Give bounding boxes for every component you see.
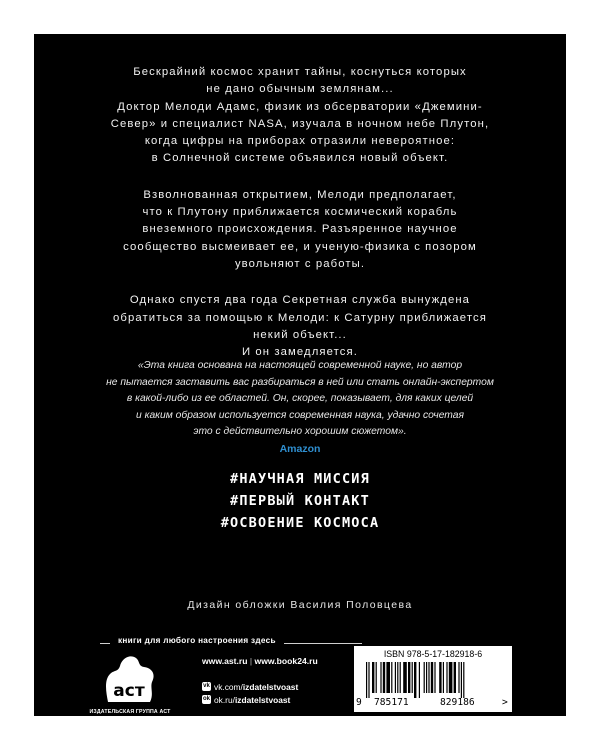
barcode-bar <box>391 662 392 693</box>
description-line: Однако спустя два года Секретная служба вынуждена <box>129 294 471 307</box>
isbn-number: ISBN 978-5-17-182918-6 <box>383 649 483 659</box>
barcode-digit-lead: 9 <box>356 697 362 708</box>
vk-icon: vk <box>203 683 210 689</box>
social-prefix: ok.ru/ <box>214 694 235 705</box>
description-line: Бескрайний космос хранит тайны, коснуться которых <box>133 66 467 78</box>
barcode-graphic <box>366 662 502 698</box>
barcode-block <box>354 646 512 712</box>
description-line: внеземного происхождения. Разъяренное научное <box>142 223 458 236</box>
description-paragraph-2 <box>34 187 566 273</box>
website-link-ast[interactable]: www.ast.ru <box>202 656 248 666</box>
barcode-bar <box>439 662 441 693</box>
barcode-bar <box>424 662 425 693</box>
description-line: сообщество высмеивает ее, и ученую-физика с позором <box>123 240 477 253</box>
description-line: обратиться за помощью к Мелоди: к Сатурну приближается <box>113 311 487 324</box>
description-line: в Солнечной системе объявился новый объект. <box>151 152 449 165</box>
book-description <box>34 64 566 380</box>
publisher-caption: ИЗДАТЕЛЬСКАЯ ГРУППА АСТ <box>89 709 171 715</box>
review-quote <box>34 358 566 458</box>
back-cover <box>34 34 566 716</box>
publisher-tagline: книги для любого настроения здесь <box>110 636 284 645</box>
barcode-bar <box>428 662 429 693</box>
publisher-websites <box>202 656 318 666</box>
description-line: увольняют с работы. <box>234 257 366 270</box>
review-line: и каким образом используется современная наука, удачно сочетая <box>136 409 464 421</box>
barcode-bar <box>463 662 464 698</box>
social-handle: izdatelstvoast <box>242 681 299 692</box>
barcode-bar <box>408 662 410 693</box>
barcode-digit-end: > <box>502 697 508 708</box>
social-link-ok[interactable] <box>202 693 298 706</box>
review-line: это с действительно хорошим сюжетом». <box>193 426 407 438</box>
description-line: не дано обычным землянам... <box>206 83 394 96</box>
barcode-bar <box>376 662 377 693</box>
barcode-bar <box>386 662 390 693</box>
description-line: Доктор Мелоди Адамс, физик из обсерватории «Джемини- <box>117 100 483 113</box>
website-separator: | <box>249 656 253 666</box>
barcode-digit-left: 785171 <box>374 697 409 708</box>
description-paragraph-1 <box>34 64 566 168</box>
social-link-vk[interactable] <box>202 680 298 693</box>
barcode-bar <box>458 662 459 693</box>
hashtags <box>34 468 566 534</box>
review-source: Amazon <box>279 442 321 455</box>
description-line: что к Плутону приближается космический корабль <box>142 206 458 219</box>
barcode-bar <box>397 662 398 693</box>
barcode-bar <box>372 662 374 693</box>
barcode-bar <box>426 662 427 693</box>
barcode-bar <box>380 662 381 693</box>
barcode-bar <box>383 662 385 693</box>
barcode-bar <box>414 662 416 698</box>
description-line: некий объект... <box>253 328 347 341</box>
review-line: не пытается заставить вас разбираться в ней или стать онлайн-экспертом <box>106 376 494 388</box>
social-handle: izdatelstvoast <box>234 694 291 705</box>
website-link-book24[interactable]: www.book24.ru <box>254 656 318 666</box>
barcode-bar <box>412 662 413 693</box>
hashtag: #ОСВОЕНИЕ КОСМОСА <box>220 515 380 531</box>
barcode-bar <box>419 662 420 698</box>
hashtag: #ПЕРВЫЙ КОНТАКТ <box>230 493 370 509</box>
barcode-bar <box>368 662 369 698</box>
barcode-bar <box>443 662 444 693</box>
social-prefix: vk.com/ <box>214 681 243 692</box>
barcode-bar <box>449 662 453 693</box>
logo-text: аст <box>113 681 145 701</box>
barcode-bar <box>400 662 401 693</box>
description-paragraph-3 <box>34 292 566 361</box>
barcode-bar <box>431 662 433 693</box>
cover-design-credit: Дизайн обложки Василия Половцева <box>187 599 413 611</box>
barcode-bar <box>395 662 396 693</box>
ok-icon: ok <box>202 696 210 702</box>
review-line: «Эта книга основана на настоящей современной науке, но автор <box>137 360 463 371</box>
ast-logo <box>100 652 158 708</box>
hashtag: #НАУЧНАЯ МИССИЯ <box>230 471 370 487</box>
barcode-bar <box>403 662 407 693</box>
description-line: Север» и специалист NASA, изучала в ночном небе Плутон, <box>110 117 490 130</box>
description-line: И он замедляется. <box>241 346 359 359</box>
barcode-bar <box>446 662 447 693</box>
barcode-digit-right: 829186 <box>440 697 475 708</box>
barcode-bar <box>454 662 456 693</box>
description-line: когда цифры на приборах отразили невероятное: <box>144 135 456 148</box>
barcode-bar <box>366 662 367 698</box>
publisher-social <box>202 680 298 706</box>
barcode-bar <box>434 662 435 693</box>
barcode-bar <box>461 662 462 698</box>
description-line: Взволнованная открытием, Мелоди предполагает, <box>143 188 457 201</box>
review-line: в какой-либо из ее областей. Он, скорее, показывает, для каких целей <box>126 393 474 405</box>
